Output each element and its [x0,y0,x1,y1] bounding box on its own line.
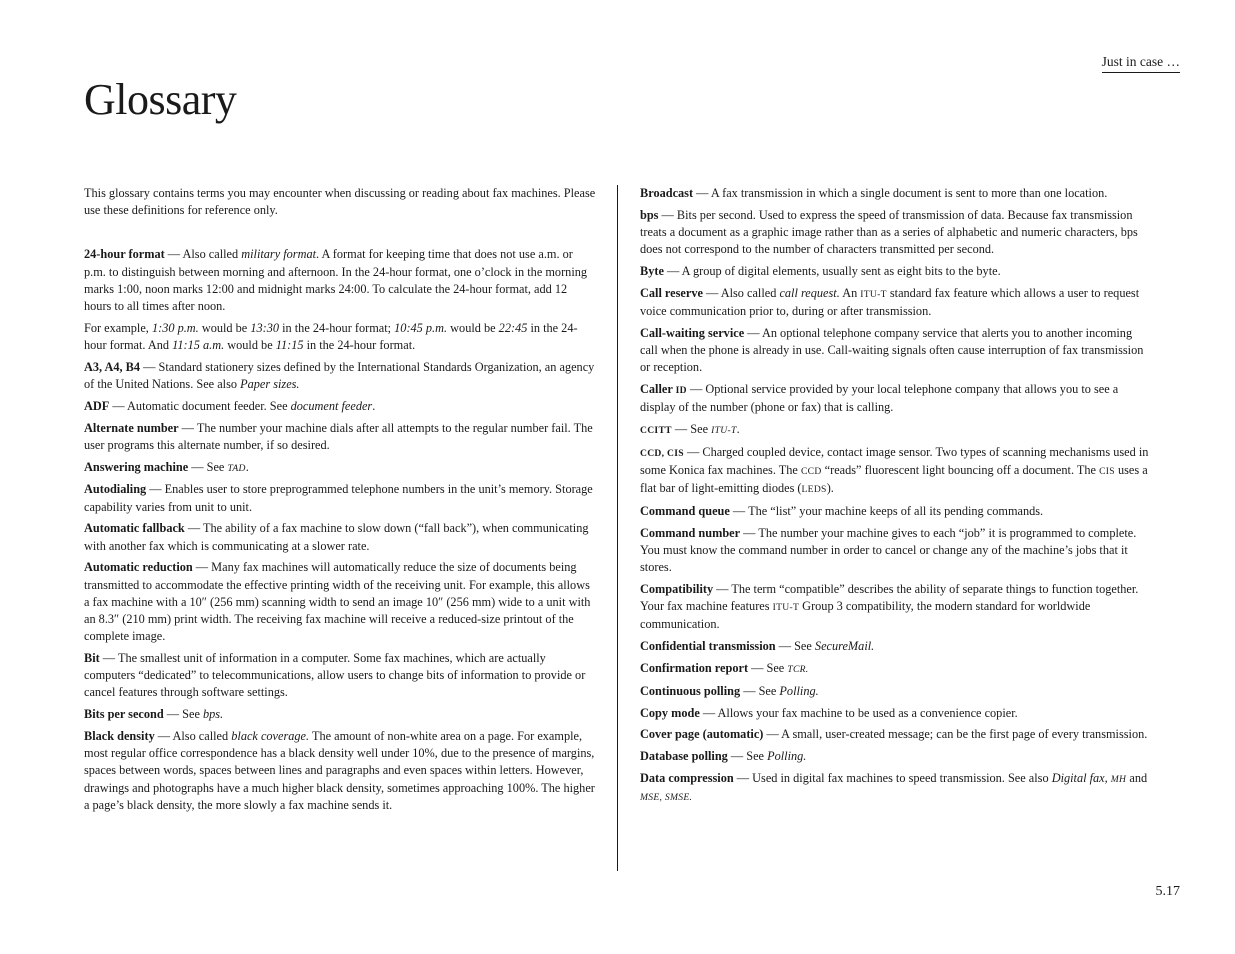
glossary-term: Command queue [640,504,730,518]
glossary-text: — Allows your fax machine to be used as a convenience copier. [699,705,1018,720]
glossary-term: Database polling [640,749,728,764]
glossary-text: — Enables user to store preprogrammed telephone numbers in the unit’s memory. Storage capability varies from unit to unit. [84,482,593,514]
page-title: Glossary [84,75,237,124]
glossary-text: — The smallest unit of information in a computer. Some fax machines, which are actually computers “dedicated” to telecommunications, allow users to change bits of information to provide or cancel features through software settings. [84,651,586,700]
glossary-term: Confirmation report [640,661,749,675]
glossary-text: — See [727,749,768,764]
glossary-text: — A small, user-created message; can be the first page of every transmission. [763,727,1148,742]
glossary-entry [640,421,1152,439]
glossary-term: Call reserve [640,285,703,300]
glossary-term: Byte [640,264,664,278]
glossary-term: Data compression [640,770,734,785]
glossary-entry [640,726,1152,743]
glossary-entry [84,520,596,554]
glossary-entry [640,285,1152,320]
glossary-term: Automatic reduction [84,560,193,575]
glossary-term: Caller [640,382,676,396]
glossary-text: document feeder [290,398,373,413]
glossary-term: ID [675,385,687,396]
glossary-entry [84,481,596,515]
glossary-term: bps [640,207,659,222]
glossary-entry [84,459,596,477]
glossary-term: Cover page (automatic) [640,727,764,742]
glossary-entry [640,638,1152,655]
glossary-text: CIS [1099,466,1115,477]
glossary-text: in the 24-hour format. [303,338,416,353]
glossary-text: would be [447,320,499,335]
glossary-text: in the 24-hour format. And [84,320,578,353]
header-section-label: Just in case … [1102,54,1180,73]
glossary-term: Answering machine [84,459,189,474]
glossary-entry [640,581,1152,634]
glossary-term: Compatibility [640,582,714,596]
glossary-entry [84,359,596,393]
page-number: 5.17 [1155,884,1180,899]
glossary-entry [640,444,1152,499]
glossary-entry [640,381,1152,416]
glossary-text: — See [163,707,203,722]
glossary-text: — Charged coupled device, contact image sensor. Two types of scanning mechanisms used in some Konica fax machines. The [640,444,1149,477]
glossary-text: — Also called [702,285,780,300]
glossary-text: An [839,285,861,300]
glossary-text: — Standard stationery sizes defined by the International Standards Organization, an agency of the United Nations. See also [84,359,595,392]
glossary-text: — See [748,661,788,675]
column-divider [617,185,618,871]
glossary-term: Bits per second [84,707,164,722]
glossary-text: uses a flat bar of light-emitting diodes ( [640,463,1148,496]
glossary-entry [640,325,1152,377]
glossary-text: — A fax transmission in which a single document is sent to more than one location. [693,186,1108,200]
glossary-text: 11:15 [275,338,304,353]
glossary-text: Polling. [767,749,807,764]
glossary-entry [640,503,1152,520]
glossary-term: Copy mode [640,705,700,720]
glossary-text: call request. [779,285,840,300]
glossary-entry [640,705,1152,722]
glossary-text: military format [241,247,317,262]
glossary-text: TAD [227,462,246,474]
glossary-text: For example, [84,320,152,335]
glossary-term: Automatic fallback [84,521,185,536]
glossary-text: bps. [203,707,224,722]
glossary-entry [640,683,1152,700]
glossary-text: TCR. [787,664,809,675]
glossary-text: — Bits per second. Used to express the speed of transmission of data. Because fax transmission treats a document as a graphic image rather than as a series of alphabetic and numeric characters, bps does not correspond to the number of characters transmitted per second. [640,207,1138,257]
glossary-text: would be [224,338,276,353]
glossary-text: ITU-T [711,425,737,436]
glossary-term: Bit [84,651,100,666]
intro-paragraph: This glossary contains terms you may encounter when discussing or reading about fax machines. Please use these definitions for reference only. [84,186,596,218]
glossary-text: 13:30 [250,320,280,335]
glossary-entry [640,748,1152,765]
glossary-term: CCD, CIS [640,447,684,459]
glossary-text: 10:45 p.m. [394,320,448,335]
glossary-entry [84,420,596,454]
glossary-entry [84,398,596,415]
glossary-text: LEDS [801,484,827,496]
glossary-text: — Also called [154,729,232,744]
glossary-term: Continuous polling [640,683,741,698]
glossary-text: Paper sizes. [240,377,300,392]
glossary-text: Digital fax, [1051,770,1111,785]
glossary-text: ). [826,481,834,496]
glossary-text: — The ability of a fax machine to slow down (“fall back”), when communicating with another fax which is communicating at a slower rate. [84,521,589,553]
glossary-entry [640,525,1152,577]
glossary-term: ADF [84,398,110,413]
glossary-entry [84,706,596,723]
glossary-text: — The number your machine dials after all attempts to the regular number fail. The user programs this alternate number, if so desired. [84,420,593,452]
glossary-term: CCITT [640,425,672,436]
glossary-text: The amount of non-white area on a page. For example, most regular office correspondence has a black density well under 10%, due to the presence of margins, spaces between words, spaces between lines and paragraphs and even spaces within letters. However, drawings and photographs have a much higher black density, sometimes approaching 100%. The higher a page’s black density, the more slowly a fax machine sends it. [84,729,595,812]
glossary-entry [640,263,1152,280]
glossary-term: 24-hour format [84,247,165,262]
glossary-text: — A group of digital elements, usually sent as eight bits to the byte. [663,264,1001,278]
left-column [84,185,596,819]
glossary-text: 11:15 a.m. [172,338,225,353]
glossary-text: . A format for keeping time that does not use a.m. or p.m. to distinguish between morning and afternoon. In the 24-hour format, one o’clock in the morning marks 1:00, noon marks 12:00 and midnight marks 24:00. To calculate the 24-hour format, add 12 hours to all times after noon. [84,247,588,314]
glossary-text: standard fax feature which allows a user to request voice communication prior to, during or after transmission. [640,285,1140,318]
glossary-entry [84,728,596,814]
right-entries [640,185,1152,806]
glossary-text: ITU-T [860,288,887,300]
glossary-text: in the 24-hour format; [279,320,395,335]
glossary-text: Polling. [779,683,819,698]
glossary-text: — The term “compatible” describes the ability of separate things to function together. Your fax machine features [640,582,1139,614]
glossary-text: — See [671,422,712,436]
glossary-term: Alternate number [84,420,179,435]
glossary-entry [640,660,1152,678]
glossary-text: — The number your machine gives to each “job” it is programmed to complete. You must know the command number in order to cancel or change any of the machine’s jobs that it stores. [640,525,1137,575]
left-entries [84,246,596,814]
glossary-text: — The “list” your machine keeps of all its pending commands. [729,504,1044,518]
glossary-text: — See [740,683,780,698]
glossary-term: Black density [84,729,155,744]
glossary-entry [84,650,596,702]
glossary-text: “reads” fluorescent light bouncing off a document. The [821,463,1100,477]
glossary-term: Autodialing [84,482,147,497]
glossary-term: Confidential transmission [640,639,776,654]
glossary-text: Group 3 compatibility, the modern standard for worldwide communication. [640,599,1091,632]
glossary-text: — Many fax machines will automatically reduce the size of documents being transmitted to accommodate the effective printing width of the receiving unit. For example, this allows a fax machine with a 10″ (256 mm) scanning width to send an image 10″ (256 mm) wide to a unit with an 8.3″ (210 mm) print width. The receiving fax machine will receive a reduced-size printout of the complete image. [84,560,591,644]
glossary-text: would be [198,320,251,335]
glossary-text: CCD [800,466,822,477]
glossary-entry [84,559,596,645]
glossary-text: 22:45 [498,320,528,335]
glossary-entry [640,770,1152,806]
glossary-text: . [245,459,249,474]
glossary-text: . [372,398,376,413]
glossary-text: — Also called [164,247,242,262]
glossary-entry [84,246,596,315]
glossary-text: and [1126,770,1148,785]
glossary-term: Call-waiting service [640,325,745,340]
glossary-text: — See [188,459,228,474]
glossary-text: — An optional telephone company service that alerts you to another incoming call when the phone is already in use. Call-waiting signals often cause interruption of fax transmission or reception. [640,325,1144,375]
glossary-text: — Used in digital fax machines to speed transmission. See also [733,770,1052,785]
glossary-term: Broadcast [640,186,694,200]
glossary-text: SecureMail. [814,639,875,654]
glossary-text: . [736,422,740,436]
glossary-text: MH [1110,773,1127,785]
right-column [640,185,1152,811]
glossary-term: A3, A4, B4 [84,359,141,374]
glossary-text: black coverage. [231,729,310,744]
glossary-text: — Automatic document feeder. See [109,398,291,413]
glossary-text: ITU-T [772,602,800,614]
glossary-entry [84,320,596,354]
glossary-entry [640,207,1152,259]
glossary-term: Command number [640,525,741,540]
glossary-entry [640,185,1152,202]
glossary-text: 1:30 p.m. [151,320,199,335]
glossary-text: — Optional service provided by your local telephone company that allows you to see a display of the number (phone or fax) that is calling. [640,382,1119,415]
glossary-text: — See [775,639,815,654]
glossary-text: MSE, SMSE. [640,792,693,804]
